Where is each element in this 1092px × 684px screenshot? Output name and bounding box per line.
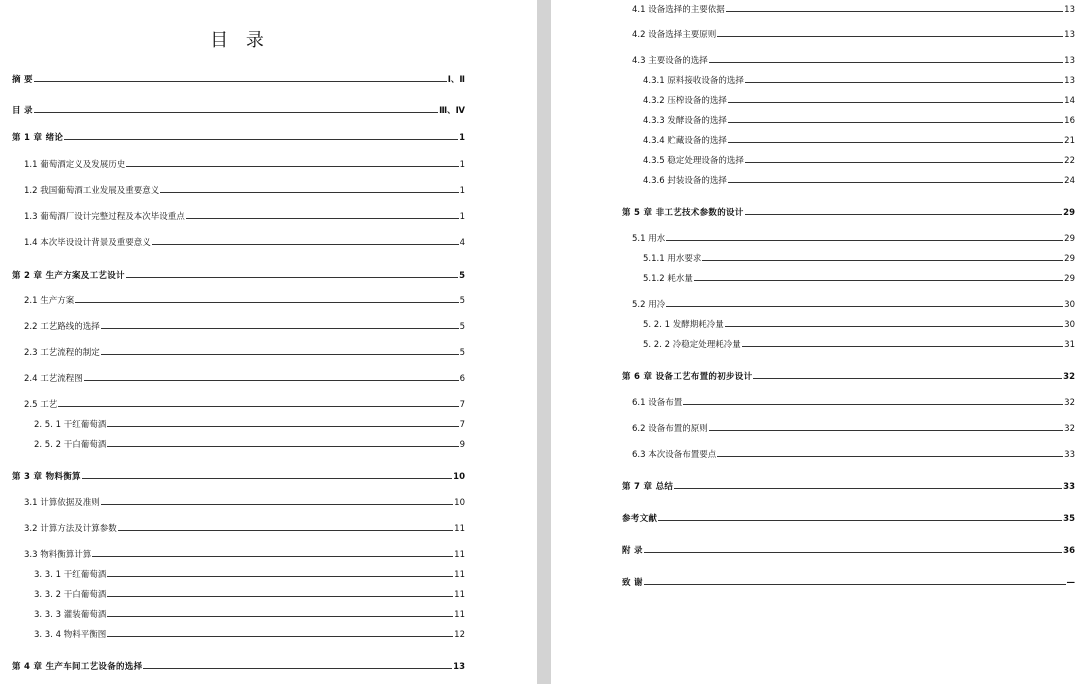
toc-entry-label: 1.2 我国葡萄酒工业发展及重要意义 <box>24 186 160 196</box>
toc-leader-line <box>101 328 459 329</box>
toc-page-number: 7 <box>459 420 465 430</box>
toc-entry[interactable] <box>643 134 1075 146</box>
toc-page-number: 4 <box>459 238 465 248</box>
toc-page-number: 14 <box>1064 96 1075 106</box>
toc-leader-line <box>709 430 1063 431</box>
toc-page-number: 13 <box>1064 56 1075 66</box>
toc-page-number: 6 <box>459 374 465 384</box>
toc-entry-label: 6.1 设备布置 <box>632 398 683 408</box>
toc-page-number: 13 <box>453 662 465 672</box>
toc-chapter-entry[interactable] <box>12 104 465 116</box>
toc-entry-label: 3. 3. 1 干红葡萄酒 <box>34 570 107 580</box>
toc-page-number: 32 <box>1064 424 1075 434</box>
toc-leader-line <box>717 36 1063 37</box>
toc-entry-label: 4.3.2 压榨设备的选择 <box>643 96 727 106</box>
toc-entry[interactable] <box>632 422 1075 434</box>
toc-chapter-entry[interactable] <box>12 269 465 281</box>
document-page-left <box>0 0 537 684</box>
toc-entry[interactable] <box>34 628 465 640</box>
toc-entry[interactable] <box>632 232 1075 244</box>
toc-entry[interactable] <box>643 94 1075 106</box>
toc-entry[interactable] <box>24 294 465 306</box>
toc-chapter-entry[interactable] <box>12 660 465 672</box>
toc-page-number: 32 <box>1063 372 1075 382</box>
toc-page-number: 12 <box>454 630 465 640</box>
toc-entry-label: 3.1 计算依据及准则 <box>24 498 100 508</box>
toc-page-number: — <box>1066 578 1075 588</box>
toc-entry-label: 2.5 工艺 <box>24 400 58 410</box>
toc-leader-line <box>186 218 459 219</box>
toc-page-number: 29 <box>1064 234 1075 244</box>
toc-leader-line <box>709 62 1063 63</box>
toc-leader-line <box>34 81 447 82</box>
toc-leader-line <box>717 456 1063 457</box>
toc-entry[interactable] <box>24 398 465 410</box>
toc-entry-label: 1.1 葡萄酒定义及发展历史 <box>24 160 126 170</box>
toc-entry-label: 1.3 葡萄酒厂设计完整过程及本次毕设重点 <box>24 212 185 222</box>
toc-leader-line <box>658 520 1062 521</box>
toc-page-number: 5 <box>459 296 465 306</box>
page-title: 目 录 <box>210 30 270 51</box>
toc-entry[interactable] <box>632 298 1075 310</box>
toc-entry-label: 第 5 章 非工艺技术参数的设计 <box>622 208 744 218</box>
toc-entry-label: 5.1.1 用水要求 <box>643 254 702 264</box>
toc-leader-line <box>160 192 458 193</box>
toc-entry[interactable] <box>24 320 465 332</box>
toc-page-number: 24 <box>1064 176 1075 186</box>
toc-entry-label: 4.2 设备选择主要原则 <box>632 30 717 40</box>
toc-entry-label: 5.2 用冷 <box>632 300 666 310</box>
toc-entry[interactable] <box>632 448 1075 460</box>
toc-entry-label: 3. 3. 4 物料平衡图 <box>34 630 107 640</box>
toc-entry-label: 第 4 章 生产车间工艺设备的选择 <box>12 662 143 672</box>
page-gutter <box>537 0 551 684</box>
toc-chapter-entry[interactable] <box>622 480 1075 492</box>
toc-entry-label: 第 2 章 生产方案及工艺设计 <box>12 271 125 281</box>
toc-entry-label: 第 7 章 总结 <box>622 482 674 492</box>
toc-page-number: 1 <box>459 186 465 196</box>
toc-entry[interactable] <box>34 608 465 620</box>
toc-entry[interactable] <box>34 588 465 600</box>
toc-entry-label: 摘 要 <box>12 75 33 85</box>
toc-leader-line <box>107 636 453 637</box>
toc-leader-line <box>126 277 458 278</box>
toc-entry-label: 2.1 生产方案 <box>24 296 75 306</box>
toc-entry[interactable] <box>24 372 465 384</box>
toc-page-number: 1 <box>459 160 465 170</box>
toc-leader-line <box>666 240 1063 241</box>
toc-page-number: 9 <box>459 440 465 450</box>
toc-entry[interactable] <box>24 236 465 248</box>
toc-leader-line <box>126 166 458 167</box>
toc-entry-label: 4.3.1 原料接收设备的选择 <box>643 76 744 86</box>
toc-page-number: 32 <box>1064 398 1075 408</box>
toc-leader-line <box>58 406 458 407</box>
toc-chapter-entry[interactable] <box>622 370 1075 382</box>
toc-page-number: 1 <box>459 133 465 143</box>
toc-entry-label: 4.3.5 稳定处理设备的选择 <box>643 156 744 166</box>
toc-leader-line <box>34 112 438 113</box>
toc-entry-label: 4.3.6 封装设备的选择 <box>643 176 727 186</box>
toc-leader-line <box>84 380 459 381</box>
toc-page-number: 5 <box>459 322 465 332</box>
toc-entry-label: 致 谢 <box>622 578 643 588</box>
toc-page-number: 35 <box>1063 514 1075 524</box>
toc-entry-label: 4.1 设备选择的主要依据 <box>632 5 725 15</box>
toc-entry-label: 参考文献 <box>622 514 658 524</box>
toc-leader-line <box>143 668 452 669</box>
toc-leader-line <box>725 326 1063 327</box>
toc-page-number: 13 <box>1064 76 1075 86</box>
toc-leader-line <box>694 280 1063 281</box>
toc-entry[interactable] <box>643 74 1075 86</box>
toc-leader-line <box>745 162 1063 163</box>
toc-page-number: 29 <box>1064 274 1075 284</box>
toc-entry[interactable] <box>24 346 465 358</box>
toc-entry-label: 2.4 工艺流程图 <box>24 374 83 384</box>
toc-leader-line <box>674 488 1062 489</box>
toc-entry[interactable] <box>632 396 1075 408</box>
toc-leader-line <box>107 616 453 617</box>
toc-page-number: 21 <box>1064 136 1075 146</box>
toc-entry[interactable] <box>643 252 1075 264</box>
toc-leader-line <box>118 530 453 531</box>
toc-leader-line <box>726 11 1063 12</box>
toc-entry[interactable] <box>643 338 1075 350</box>
toc-entry[interactable] <box>34 438 465 450</box>
toc-leader-line <box>101 354 459 355</box>
toc-entry-label: 2.2 工艺路线的选择 <box>24 322 100 332</box>
toc-page-number: 22 <box>1064 156 1075 166</box>
toc-entry[interactable] <box>632 28 1075 40</box>
toc-entry-label: 3. 3. 3 灌装葡萄酒 <box>34 610 107 620</box>
toc-page-number: 11 <box>454 610 465 620</box>
toc-entry-label: 3.3 物料衡算计算 <box>24 550 92 560</box>
toc-page-number: 11 <box>454 550 465 560</box>
toc-entry-label: 5. 2. 2 冷稳定处理耗冷量 <box>643 340 741 350</box>
toc-leader-line <box>107 426 458 427</box>
toc-chapter-entry[interactable] <box>622 512 1075 524</box>
toc-entry-label: 4.3 主要设备的选择 <box>632 56 708 66</box>
toc-entry[interactable] <box>632 54 1075 66</box>
toc-leader-line <box>644 584 1066 585</box>
toc-entry[interactable] <box>24 548 465 560</box>
toc-leader-line <box>92 556 453 557</box>
toc-page-number: Ⅲ、Ⅳ <box>439 106 465 116</box>
toc-entry-label: 2. 5. 1 干红葡萄酒 <box>34 420 107 430</box>
toc-entry[interactable] <box>34 568 465 580</box>
toc-leader-line <box>745 214 1063 215</box>
toc-page-number: 11 <box>454 590 465 600</box>
toc-leader-line <box>728 142 1063 143</box>
toc-entry[interactable] <box>643 114 1075 126</box>
toc-page-number: 13 <box>1064 5 1075 15</box>
toc-leader-line <box>107 596 453 597</box>
toc-page-number: 16 <box>1064 116 1075 126</box>
toc-leader-line <box>75 302 458 303</box>
toc-page-number: 33 <box>1063 482 1075 492</box>
toc-page-number: 36 <box>1063 546 1075 556</box>
toc-entry[interactable] <box>24 522 465 534</box>
toc-leader-line <box>101 504 453 505</box>
toc-leader-line <box>702 260 1063 261</box>
toc-page-number: 11 <box>454 570 465 580</box>
toc-leader-line <box>683 404 1063 405</box>
toc-leader-line <box>107 576 453 577</box>
toc-page-number: 1 <box>459 212 465 222</box>
toc-page-number: 30 <box>1064 300 1075 310</box>
toc-leader-line <box>753 378 1062 379</box>
toc-page-number: Ⅰ、Ⅱ <box>447 75 465 85</box>
toc-entry-label: 6.2 设备布置的原则 <box>632 424 708 434</box>
toc-leader-line <box>728 182 1063 183</box>
toc-page-number: 11 <box>454 524 465 534</box>
toc-leader-line <box>107 446 458 447</box>
toc-page-number: 5 <box>459 271 465 281</box>
toc-page-number: 31 <box>1064 340 1075 350</box>
toc-entry-label: 第 6 章 设备工艺布置的初步设计 <box>622 372 753 382</box>
toc-entry-label: 第 3 章 物料衡算 <box>12 472 81 482</box>
toc-chapter-entry[interactable] <box>12 470 465 482</box>
toc-entry-label: 5.1 用水 <box>632 234 666 244</box>
toc-entry[interactable] <box>24 496 465 508</box>
document-page-right <box>551 0 1092 684</box>
toc-leader-line <box>666 306 1063 307</box>
toc-page-number: 29 <box>1064 254 1075 264</box>
toc-entry[interactable] <box>24 210 465 222</box>
toc-leader-line <box>82 478 452 479</box>
toc-entry-label: 2. 5. 2 干白葡萄酒 <box>34 440 107 450</box>
toc-entry[interactable] <box>643 272 1075 284</box>
toc-entry-label: 2.3 工艺流程的制定 <box>24 348 100 358</box>
toc-page-number: 13 <box>1064 30 1075 40</box>
toc-entry-label: 1.4 本次毕设设计背景及重要意义 <box>24 238 151 248</box>
toc-entry[interactable] <box>24 184 465 196</box>
toc-chapter-entry[interactable] <box>622 576 1075 588</box>
toc-page-number: 5 <box>459 348 465 358</box>
toc-page-number: 29 <box>1063 208 1075 218</box>
toc-chapter-entry[interactable] <box>622 544 1075 556</box>
toc-leader-line <box>745 82 1063 83</box>
toc-entry-label: 6.3 本次设备布置要点 <box>632 450 717 460</box>
toc-entry-label: 附 录 <box>622 546 643 556</box>
toc-entry[interactable] <box>24 158 465 170</box>
toc-entry[interactable] <box>643 318 1075 330</box>
toc-entry[interactable] <box>34 418 465 430</box>
toc-chapter-entry[interactable] <box>622 206 1075 218</box>
toc-entry[interactable] <box>632 3 1075 15</box>
toc-entry[interactable] <box>643 154 1075 166</box>
toc-entry-label: 4.3.4 贮藏设备的选择 <box>643 136 727 146</box>
toc-chapter-entry[interactable] <box>12 73 465 85</box>
toc-entry-label: 5.1.2 耗水量 <box>643 274 693 284</box>
toc-leader-line <box>644 552 1062 553</box>
toc-entry-label: 3. 3. 2 干白葡萄酒 <box>34 590 107 600</box>
toc-leader-line <box>64 139 458 140</box>
toc-entry[interactable] <box>643 174 1075 186</box>
toc-page-number: 10 <box>454 498 465 508</box>
toc-page-number: 7 <box>459 400 465 410</box>
toc-entry-label: 5. 2. 1 发酵期耗冷量 <box>643 320 724 330</box>
toc-leader-line <box>152 244 459 245</box>
toc-leader-line <box>728 102 1063 103</box>
toc-leader-line <box>728 122 1063 123</box>
toc-entry-label: 目 录 <box>12 106 33 116</box>
toc-page-number: 33 <box>1064 450 1075 460</box>
toc-entry-label: 4.3.3 发酵设备的选择 <box>643 116 727 126</box>
toc-page-number: 10 <box>453 472 465 482</box>
toc-entry-label: 第 1 章 绪论 <box>12 133 64 143</box>
toc-chapter-entry[interactable] <box>12 131 465 143</box>
toc-entry-label: 3.2 计算方法及计算参数 <box>24 524 117 534</box>
toc-leader-line <box>742 346 1063 347</box>
toc-page-number: 30 <box>1064 320 1075 330</box>
